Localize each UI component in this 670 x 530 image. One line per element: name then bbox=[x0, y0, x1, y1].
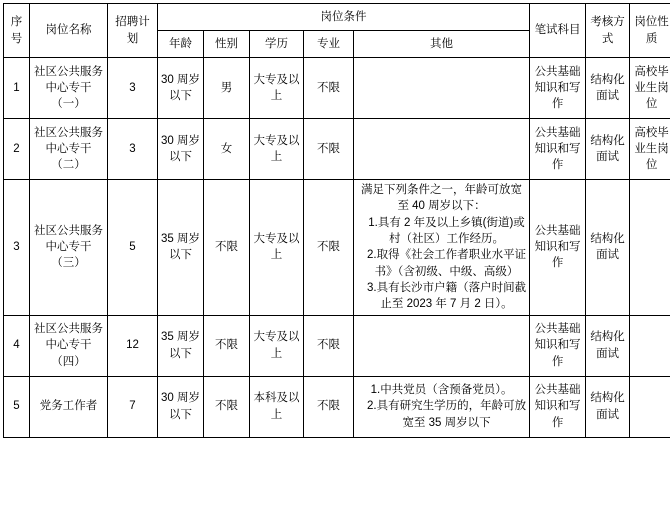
cell-major: 不限 bbox=[304, 315, 354, 376]
cell-major: 不限 bbox=[304, 376, 354, 437]
header-gender: 性别 bbox=[204, 31, 250, 58]
cell-other: 满足下列条件之一，年龄可放宽至 40 周岁以下： 1.具有 2 年及以上乡镇(街道)或村（社区）工作经历。 2.取得《社会工作者职业水平证书》（含初级、中级、高级） 3.具有长沙市户籍（落户时间截止至 2023 年 7 月 2 日）。 bbox=[354, 180, 530, 316]
cell-major: 不限 bbox=[304, 58, 354, 119]
cell-job-nature bbox=[630, 376, 670, 437]
table-row bbox=[4, 315, 670, 376]
table-row bbox=[4, 180, 670, 316]
cell-assess-method: 结构化面试 bbox=[586, 58, 630, 119]
cell-job-name: 社区公共服务中心专干（二） bbox=[30, 119, 108, 180]
cell-age: 30 周岁以下 bbox=[158, 119, 204, 180]
cell-gender: 男 bbox=[204, 58, 250, 119]
cell-other bbox=[354, 119, 530, 180]
cell-education: 大专及以上 bbox=[250, 58, 304, 119]
cell-plan: 5 bbox=[108, 180, 158, 316]
cell-major: 不限 bbox=[304, 119, 354, 180]
cell-exam-subject: 公共基础知识和写作 bbox=[530, 58, 586, 119]
cell-education: 大专及以上 bbox=[250, 315, 304, 376]
header-education: 学历 bbox=[250, 31, 304, 58]
header-major: 专业 bbox=[304, 31, 354, 58]
cell-education: 大专及以上 bbox=[250, 119, 304, 180]
header-plan: 招聘计划 bbox=[108, 4, 158, 58]
cell-exam-subject: 公共基础知识和写作 bbox=[530, 180, 586, 316]
cell-job-nature bbox=[630, 180, 670, 316]
cell-other bbox=[354, 58, 530, 119]
header-seq: 序号 bbox=[4, 4, 30, 58]
cell-age: 30 周岁以下 bbox=[158, 376, 204, 437]
cell-exam-subject: 公共基础知识和写作 bbox=[530, 376, 586, 437]
table-body bbox=[4, 58, 670, 438]
table-header-row-top bbox=[4, 4, 670, 31]
cell-seq: 2 bbox=[4, 119, 30, 180]
recruitment-positions-table bbox=[3, 3, 670, 438]
table-row bbox=[4, 119, 670, 180]
header-job-nature: 岗位性质 bbox=[630, 4, 670, 58]
cell-job-name: 党务工作者 bbox=[30, 376, 108, 437]
cell-gender: 不限 bbox=[204, 376, 250, 437]
cell-plan: 3 bbox=[108, 58, 158, 119]
cell-assess-method: 结构化面试 bbox=[586, 119, 630, 180]
cell-seq: 3 bbox=[4, 180, 30, 316]
cell-job-nature bbox=[630, 315, 670, 376]
cell-major: 不限 bbox=[304, 180, 354, 316]
cell-seq: 5 bbox=[4, 376, 30, 437]
cell-job-nature: 高校毕业生岗位 bbox=[630, 119, 670, 180]
cell-age: 30 周岁以下 bbox=[158, 58, 204, 119]
cell-education: 本科及以上 bbox=[250, 376, 304, 437]
header-other: 其他 bbox=[354, 31, 530, 58]
cell-assess-method: 结构化面试 bbox=[586, 376, 630, 437]
cell-exam-subject: 公共基础知识和写作 bbox=[530, 315, 586, 376]
cell-job-name: 社区公共服务中心专干（四） bbox=[30, 315, 108, 376]
cell-other: 1.中共党员（含预备党员）。 2.具有研究生学历的，年龄可放宽至 35 周岁以下 bbox=[354, 376, 530, 437]
cell-gender: 不限 bbox=[204, 315, 250, 376]
cell-age: 35 周岁以下 bbox=[158, 180, 204, 316]
header-age: 年龄 bbox=[158, 31, 204, 58]
header-job-name: 岗位名称 bbox=[30, 4, 108, 58]
header-exam-subject: 笔试科目 bbox=[530, 4, 586, 58]
cell-job-name: 社区公共服务中心专干（一） bbox=[30, 58, 108, 119]
table-row bbox=[4, 376, 670, 437]
cell-job-name: 社区公共服务中心专干（三） bbox=[30, 180, 108, 316]
cell-plan: 3 bbox=[108, 119, 158, 180]
cell-assess-method: 结构化面试 bbox=[586, 180, 630, 316]
cell-seq: 4 bbox=[4, 315, 30, 376]
table-row bbox=[4, 58, 670, 119]
recruitment-table-sheet bbox=[0, 3, 670, 530]
cell-plan: 12 bbox=[108, 315, 158, 376]
cell-age: 35 周岁以下 bbox=[158, 315, 204, 376]
cell-gender: 女 bbox=[204, 119, 250, 180]
cell-other bbox=[354, 315, 530, 376]
cell-assess-method: 结构化面试 bbox=[586, 315, 630, 376]
cell-education: 大专及以上 bbox=[250, 180, 304, 316]
cell-seq: 1 bbox=[4, 58, 30, 119]
cell-exam-subject: 公共基础知识和写作 bbox=[530, 119, 586, 180]
cell-gender: 不限 bbox=[204, 180, 250, 316]
header-assess-method: 考核方式 bbox=[586, 4, 630, 58]
cell-plan: 7 bbox=[108, 376, 158, 437]
cell-job-nature: 高校毕业生岗位 bbox=[630, 58, 670, 119]
header-conditions: 岗位条件 bbox=[158, 4, 530, 31]
